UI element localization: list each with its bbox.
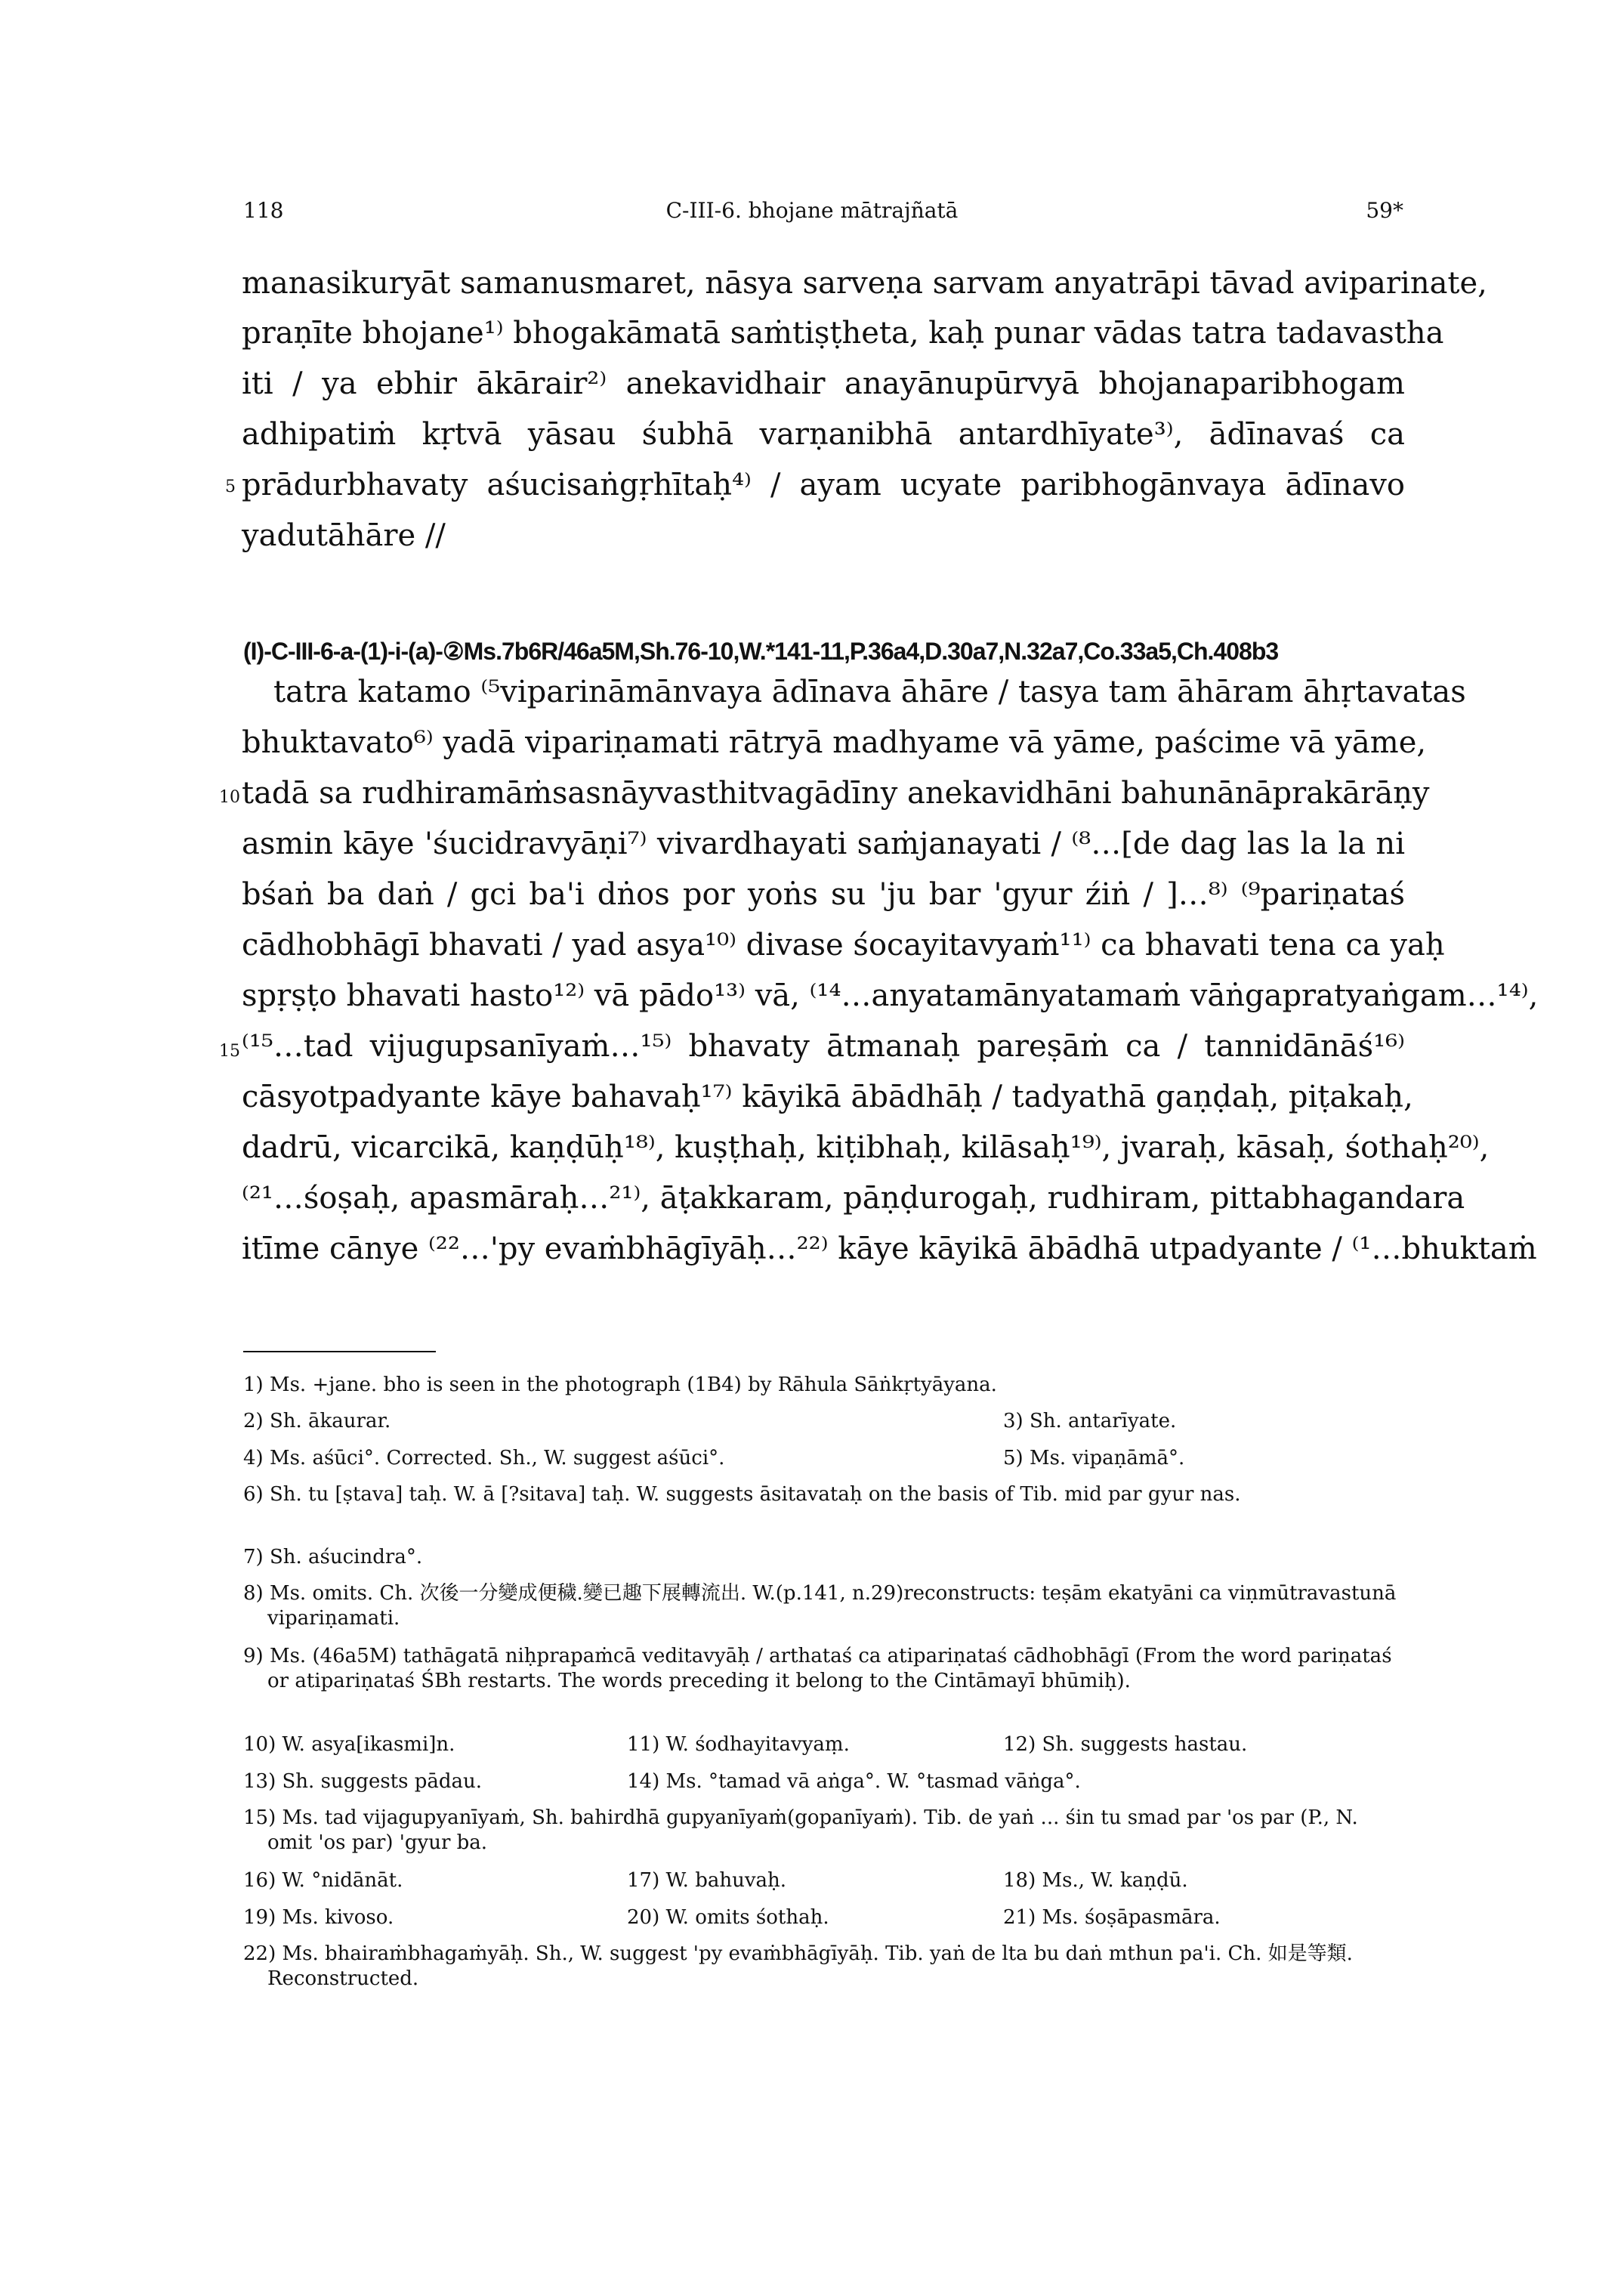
text-line: asmin kāye 'śucidravyāṇi⁷⁾ vivardhayati saṁjanayati / ⁽⁸…[de dag las la la ni bbox=[242, 827, 1405, 861]
footnote-21: 21) Ms. śoṣāpasmāra. bbox=[1003, 1906, 1221, 1929]
footnote-3: 3) Sh. antarīyate. bbox=[1003, 1410, 1177, 1432]
text-line: dadrū, vicarcikā, kaṇḍūḥ¹⁸⁾, kuṣṭhaḥ, kiṭibhaḥ, kilāsaḥ¹⁹⁾, jvaraḥ, kāsaḥ, śothaḥ²⁰⁾, bbox=[242, 1130, 1490, 1165]
footnote-22: 22) Ms. bhairaṁbhagaṁyāḥ. Sh., W. suggest 'py evaṁbhāgīyāḥ. Tib. yaṅ de lta bu daṅ mthun pa'i. Ch. 如是等類. Reconstructed. bbox=[243, 1942, 1353, 1990]
footnote-10: 10) W. asya[ikasmi]n. bbox=[243, 1733, 455, 1756]
running-title: C-III-6. bhojane mātrajñatā bbox=[665, 198, 959, 223]
footnote-20: 20) W. omits śothaḥ. bbox=[627, 1906, 829, 1929]
page-number: 118 bbox=[243, 198, 284, 223]
footnote-19: 19) Ms. kivoso. bbox=[243, 1906, 394, 1929]
text-line: ⁽¹⁵…tad vijugupsanīyaṁ…¹⁵⁾ bhavaty ātmanaḥ pareṣāṁ ca / tannidānāś¹⁶⁾ bbox=[242, 1029, 1405, 1064]
footnote-6: 6) Sh. tu [ṣtava] taḥ. W. ā [?sitava] taḥ. W. suggests āsitavataḥ on the basis of Tib. mid par gyur nas. bbox=[243, 1483, 1241, 1506]
text-line: tatra katamo ⁽⁵viparināmānvaya ādīnava āhāre / tasya tam āhāram āhṛtavatas bbox=[273, 675, 1466, 709]
footnote-16: 16) W. °nidānāt. bbox=[243, 1869, 403, 1892]
line-number: 15 bbox=[219, 1042, 240, 1061]
text-line: cādhobhāgī bhavati / yad asya¹⁰⁾ divase śocayitavyaṁ¹¹⁾ ca bhavati tena ca yaḥ bbox=[242, 928, 1445, 963]
footnote-11: 11) W. śodhayitavyaṃ. bbox=[627, 1733, 850, 1756]
line-number: 5 bbox=[225, 477, 236, 496]
footnote-13: 13) Sh. suggests pādau. bbox=[243, 1770, 483, 1793]
footnote-5: 5) Ms. vipaṇāmā°. bbox=[1003, 1447, 1185, 1469]
text-line: yadutāhāre // bbox=[242, 518, 446, 553]
section-marker: 59* bbox=[1366, 198, 1403, 223]
text-line: prādurbhavaty aśucisaṅgṛhītaḥ⁴⁾ / ayam ucyate paribhogānvaya ādīnavo bbox=[242, 468, 1405, 502]
locus-reference: (I)-C-III-6-a-(1)-i-(a)-②Ms.7b6R/46a5M,Sh.76-10,W.*141-11,P.36a4,D.30a7,N.32a7,Co.33a5,Ch.408b3 bbox=[243, 638, 1279, 665]
footnote-4: 4) Ms. aśūci°. Corrected. Sh., W. suggest aśūci°. bbox=[243, 1447, 725, 1469]
footnote-18: 18) Ms., W. kaṇḍū. bbox=[1003, 1869, 1188, 1892]
footnote-rule bbox=[243, 1351, 436, 1352]
text-line: ⁽²¹…śoṣaḥ, apasmāraḥ…²¹⁾, āṭakkaram, pāṇḍurogaḥ, rudhiram, pittabhagandara bbox=[242, 1181, 1465, 1216]
text-line: spṛṣṭo bhavati hasto¹²⁾ vā pādo¹³⁾ vā, ⁽¹⁴…anyatamānyatamaṁ vāṅgapratyaṅgam…¹⁴⁾, bbox=[242, 978, 1539, 1013]
footnote-17: 17) W. bahuvaḥ. bbox=[627, 1869, 787, 1892]
text-line: tadā sa rudhiramāṁsasnāyvasthitvagādīny anekavidhāni bahunānāprakārāṇy bbox=[242, 776, 1430, 811]
text-line: bśaṅ ba daṅ / gci ba'i dṅos por yoṅs su 'ju bar 'gyur źiṅ / ]…⁸⁾ ⁽⁹pariṇataś bbox=[242, 877, 1405, 912]
footnote-2: 2) Sh. ākaurar. bbox=[243, 1410, 391, 1432]
text-line: cāsyotpadyante kāye bahavaḥ¹⁷⁾ kāyikā ābādhāḥ / tadyathā gaṇḍaḥ, piṭakaḥ, bbox=[242, 1080, 1413, 1114]
footnote-15: 15) Ms. tad vijagupyanīyaṁ, Sh. bahirdhā gupyanīyaṁ(gopanīyaṁ). Tib. de yaṅ ... śin tu smad par 'os par (P., N. omit 'os par) 'gyur ba. bbox=[243, 1806, 1358, 1854]
footnote-8: 8) Ms. omits. Ch. 次後一分變成便穢.變已趣下展轉流出. W.(p.141, n.29)reconstructs: teṣām ekatyāni ca viṇmūtravastunā vipariṇamati. bbox=[243, 1582, 1397, 1630]
footnote-14: 14) Ms. °tamad vā aṅga°. W. °tasmad vāṅga°. bbox=[627, 1770, 1081, 1793]
text-line: manasikuryāt samanusmaret, nāsya sarveṇa sarvam anyatrāpi tāvad aviparinate, bbox=[242, 266, 1487, 301]
text-line: iti / ya ebhir ākārair²⁾ anekavidhair anayānupūrvyā bhojanaparibhogam bbox=[242, 366, 1405, 401]
footnote-9: 9) Ms. (46a5M) tathāgatā niḥprapaṁcā veditavyāḥ / arthataś ca atipariṇataś cādhobhāgī (From the word pariṇataś or atipariṇataś ŚBh restarts. The words preceding it belong to the Cintāmayī bhūmiḥ). bbox=[243, 1645, 1392, 1692]
text-line: praṇīte bhojane¹⁾ bhogakāmatā saṁtiṣṭheta, kaḥ punar vādas tatra tadavastha bbox=[242, 316, 1444, 351]
text-line: adhipatiṁ kṛtvā yāsau śubhā varṇanibhā antardhīyate³⁾, ādīnavaś ca bbox=[242, 417, 1405, 452]
footnote-1: 1) Ms. +jane. bho is seen in the photograph (1B4) by Rāhula Sāṅkṛtyāyana. bbox=[243, 1374, 997, 1396]
footnote-12: 12) Sh. suggests hastau. bbox=[1003, 1733, 1248, 1756]
text-line: bhuktavato⁶⁾ yadā vipariṇamati rātryā madhyame vā yāme, paścime vā yāme, bbox=[242, 725, 1427, 760]
line-number: 10 bbox=[219, 788, 240, 807]
text-line: itīme cānye ⁽²²…'py evaṁbhāgīyāḥ…²²⁾ kāye kāyikā ābādhā utpadyante / ⁽¹…bhuktaṁ bbox=[242, 1231, 1537, 1266]
footnote-7: 7) Sh. aśucindra°. bbox=[243, 1546, 423, 1568]
